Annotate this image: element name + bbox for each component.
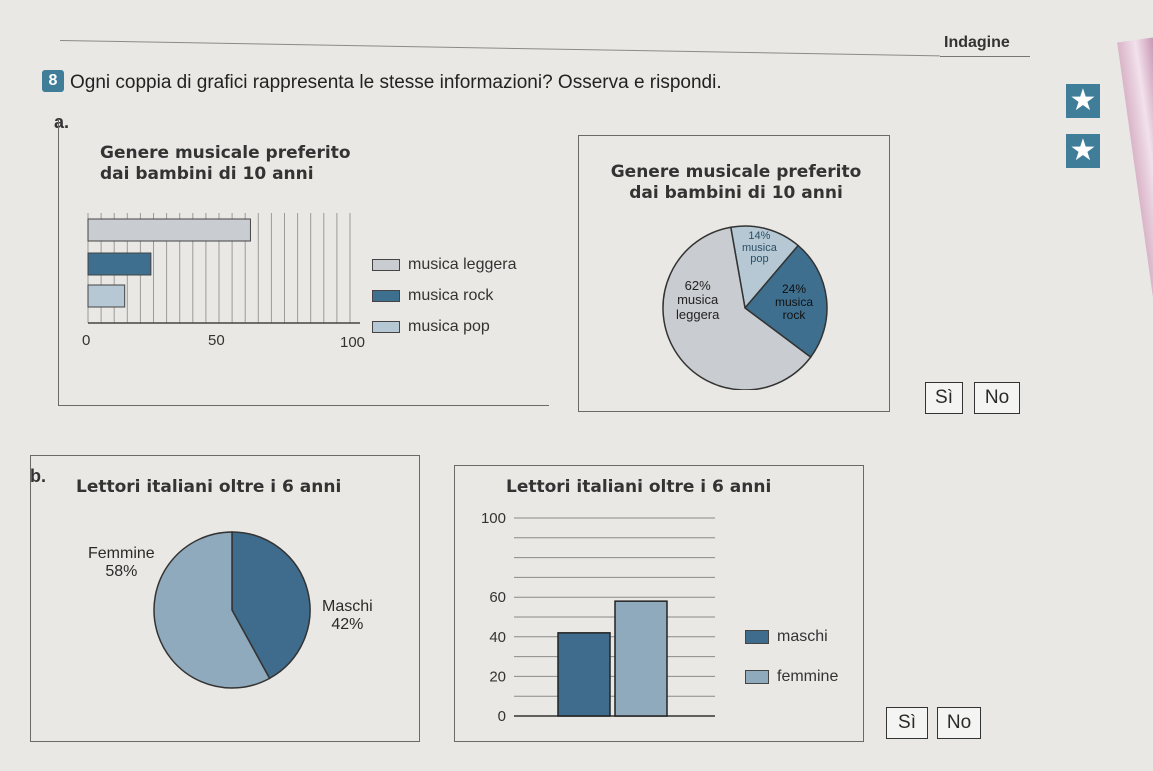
- section-a-bar-chart: [80, 205, 370, 335]
- section-b-bar-title: Lettori italiani oltre i 6 anni: [506, 477, 772, 497]
- answer-yes-button-a[interactable]: Sì: [925, 382, 963, 414]
- exercise-question: Ogni coppia di grafici rappresenta le stesse informazioni? Osserva e rispondi.: [70, 72, 722, 93]
- pie-label-rock: [775, 283, 813, 323]
- bar-musica-leggera: [88, 219, 250, 241]
- legend-swatch: [372, 290, 400, 302]
- legend-swatch: [372, 259, 400, 271]
- bar-musica-pop: [88, 285, 125, 307]
- y-tick-label: 0: [497, 708, 506, 725]
- header-tag-underline: [940, 56, 1030, 57]
- section-b-label: b.: [30, 466, 46, 486]
- bar-maschi: [558, 633, 610, 716]
- section-a-pie-title: [596, 162, 876, 205]
- y-tick-label: 20: [489, 668, 506, 686]
- section-b-bar-chart: [470, 500, 730, 730]
- section-a-bar-title: [100, 143, 351, 186]
- legend-label: maschi: [777, 628, 828, 645]
- bar-title-line2: dai bambini di 10 anni: [100, 164, 314, 185]
- legend-item-rock: [372, 287, 517, 305]
- x-tick-100: 100: [340, 334, 366, 351]
- section-a-label: a.: [54, 112, 70, 132]
- pie-label-leggera: [676, 279, 719, 322]
- section-b-pie-chart: [150, 528, 315, 693]
- legend-swatch: [745, 670, 769, 684]
- pie-label-maschi-name: Maschi: [322, 598, 373, 615]
- pie-title-line1: Genere musicale preferito: [610, 162, 862, 182]
- header-rule: [60, 40, 940, 56]
- pie-label-pop: [742, 231, 777, 266]
- pie-label-maschi: [322, 598, 373, 634]
- section-b-pie-title: Lettori italiani oltre i 6 anni: [76, 477, 342, 497]
- legend-item-maschi: [745, 628, 838, 646]
- legend-item-femmine: [745, 668, 838, 686]
- pen-image: [1117, 37, 1153, 369]
- legend-label: musica pop: [408, 318, 490, 335]
- pie-label-rock-l2: rock: [782, 308, 806, 323]
- pie-label-rock-l1: musica: [775, 295, 814, 310]
- pie-title-line2: dai bambini di 10 anni: [629, 183, 843, 204]
- star-icon: ★: [1066, 134, 1100, 168]
- pie-label-femmine: [88, 545, 155, 581]
- bar-femmine: [615, 601, 667, 716]
- pie-label-rock-pct: 24%: [781, 282, 807, 296]
- x-tick-0: 0: [82, 332, 91, 349]
- answer-yes-button-b[interactable]: Sì: [886, 707, 928, 739]
- legend-label: musica rock: [408, 287, 494, 304]
- pie-label-pop-pct: 14%: [748, 230, 771, 242]
- legend-swatch: [745, 630, 769, 644]
- legend-item-pop: [372, 318, 517, 336]
- bar-musica-rock: [88, 253, 151, 275]
- pie-label-pop-l1: musica: [742, 241, 777, 254]
- section-b-legend: [745, 628, 838, 686]
- pie-label-femmine-name: Femmine: [88, 545, 155, 562]
- pie-label-leggera-pct: 62%: [684, 278, 711, 293]
- answer-no-button-a[interactable]: No: [974, 382, 1020, 414]
- section-a-legend: [372, 256, 517, 336]
- legend-swatch: [372, 321, 400, 333]
- legend-item-leggera: [372, 256, 517, 274]
- bar-title-line1: Genere musicale preferito: [100, 143, 351, 163]
- y-tick-label: 100: [480, 510, 506, 527]
- pie-label-leggera-l2: leggera: [676, 306, 720, 322]
- pie-label-femmine-pct: 58%: [105, 563, 138, 580]
- answer-no-button-b[interactable]: No: [937, 707, 981, 739]
- pie-label-leggera-l1: musica: [677, 292, 719, 308]
- y-tick-label: 60: [489, 589, 506, 607]
- pie-label-pop-l2: pop: [750, 253, 769, 266]
- x-tick-50: 50: [208, 332, 225, 349]
- exercise-number: 8: [42, 70, 64, 92]
- legend-label: femmine: [777, 668, 839, 685]
- header-tag: Indagine: [944, 34, 1010, 51]
- star-icon: ★: [1066, 84, 1100, 118]
- pie-label-maschi-pct: 42%: [331, 616, 364, 633]
- legend-label: musica leggera: [408, 256, 517, 273]
- y-tick-label: 40: [489, 628, 506, 646]
